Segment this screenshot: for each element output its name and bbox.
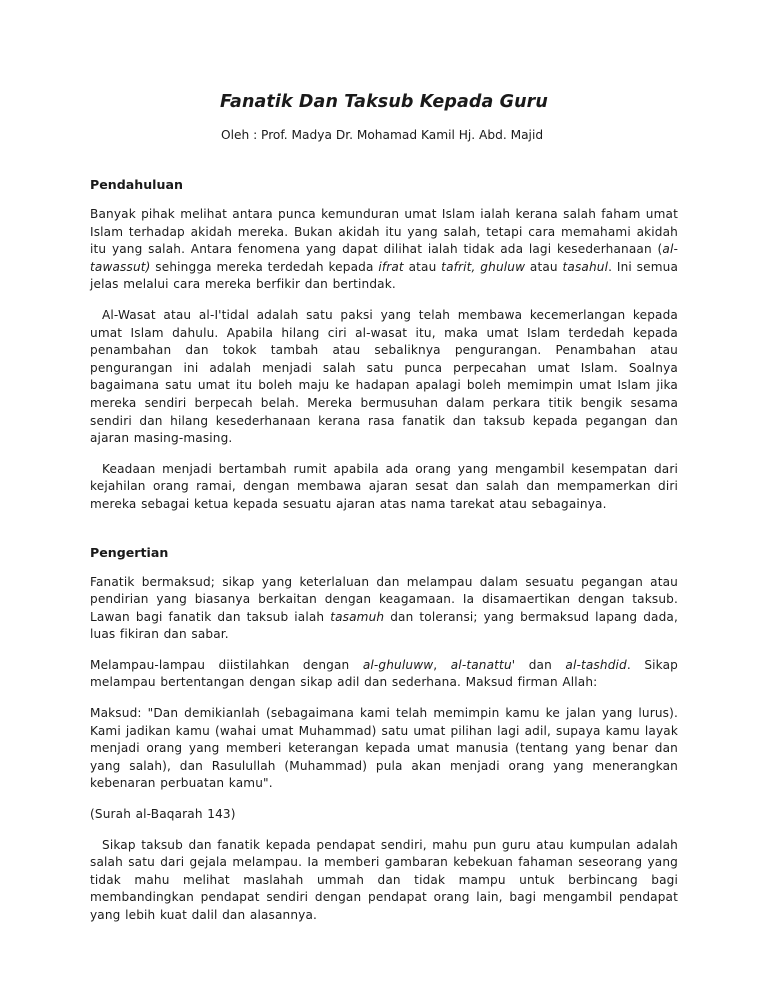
document-body xyxy=(90,176,678,938)
section-heading-pendahuluan: Pendahuluan xyxy=(90,177,183,192)
text-run: Banyak pihak melihat antara punca kemunduran umat Islam ialah kerana salah faham umat Islam terhadap akidah mereka. Bukan akidah itu yang salah, tetapi cara memahami akidah itu yang salah. Antara fenomena yang dapat dilihat ialah tidak ada lagi kesederhanaan ( xyxy=(90,207,678,257)
text-run: Fanatik bermaksud; sikap yang keterlaluan dan melampau dalam sesuatu pegangan atau pendirian yang biasanya berkaitan dengan keagamaan. Ia disamaertikan dengan taksub. Lawan bagi fanatik dan taksub ialah xyxy=(90,574,678,624)
paragraph-surah-reference: (Surah al-Baqarah 143) xyxy=(90,807,236,822)
italic-term: al-tanattu' xyxy=(450,657,516,672)
paragraph-definition-2 xyxy=(90,657,678,692)
paragraph-definition-1 xyxy=(90,574,678,644)
section-heading-pengertian: Pengertian xyxy=(90,544,169,560)
italic-term: al-tawassut) xyxy=(90,242,678,274)
paragraph-intro-3: Keadaan menjadi bertambah rumit apabila ada orang yang mengambil kesempatan dari kejahilan orang ramai, dengan membawa ajaran sesat dan salah dan mempamerkan diri mereka sebagai ketua kepada sesuatu ajaran atas nama tarekat atau sebagainya. xyxy=(90,461,678,511)
text-run: , xyxy=(433,657,451,672)
italic-term: tasahul xyxy=(562,259,609,274)
text-run: . Sikap melampau bertentangan dengan sikap adil dan sederhana. Maksud firman Allah: xyxy=(90,657,678,690)
document-byline: Oleh : Prof. Madya Dr. Mohamad Kamil Hj. Abd. Majid xyxy=(221,128,544,142)
text-run: . Ini semua jelas melalui cara mereka berfikir dan bertindak. xyxy=(90,259,679,292)
italic-term: ifrat xyxy=(378,259,404,274)
text-run: sehingga mereka terdedah kepada xyxy=(150,259,379,274)
text-run: Melampau-lampau diistilahkan dengan xyxy=(90,657,363,672)
paragraph-quran-translation: Maksud: "Dan demikianlah (sebagaimana kami telah memimpin kamu ke jalan yang lurus). Kami jadikan kamu (wahai umat Muhammad) satu umat pilihan lagi adil, supaya kamu layak menjadi orang yang memberi keterangan kepada umat manusia (tentang yang benar dan yang salah), dan Rasulullah (Muhammad) pula akan menjadi orang yang menerangkan kebenaran perbuatan kamu". xyxy=(90,706,678,791)
italic-term: al-tashdid xyxy=(565,657,627,672)
italic-term: al-ghuluww xyxy=(362,657,434,672)
italic-term: tafrit, ghuluw xyxy=(441,259,526,274)
text-run: dan toleransi; yang bermaksud lapang dada, luas fikiran dan sabar. xyxy=(90,609,678,642)
document-title: Fanatik Dan Taksub Kepada Guru xyxy=(220,92,548,112)
text-run: atau xyxy=(525,259,563,274)
italic-term: tasamuh xyxy=(330,609,385,624)
paragraph-definition-3: Sikap taksub dan fanatik kepada pendapat sendiri, mahu pun guru atau kumpulan adalah salah satu dari gejala melampau. Ia memberi gambaran kebekuan fahaman seseorang yang tidak mahu melihat maslahah ummah dan tidak mampu untuk berbincang bagi membandingkan pendapat sendiri dengan pendapat orang lain, bagi mengambil pendapat yang lebih kuat dalil dan alasannya. xyxy=(90,837,678,922)
paragraph-intro-1 xyxy=(90,206,678,294)
text-run: dan xyxy=(515,657,566,672)
paragraph-intro-2: Al-Wasat atau al-I'tidal adalah satu paksi yang telah membawa kecemerlangan kepada umat Islam dahulu. Apabila hilang ciri al-wasat itu, maka umat Islam terdedah kepada penambahan dan tokok tambah atau sebaliknya pengurangan. Penambahan atau pengurangan ini adalah menjadi salah satu punca perpecahan umat Islam. Soalnya bagaimana satu umat itu boleh maju ke hadapan apalagi boleh memimpin umat Islam jika mereka sendiri berpecah belah. Mereka bermusuhan dalam perkara titik bengik sesama sendiri dan hilang kesederhanaan kerana rasa fanatik dan taksub kepada pegangan dan ajaran masing-masing. xyxy=(90,307,678,446)
text-run: atau xyxy=(403,259,442,274)
